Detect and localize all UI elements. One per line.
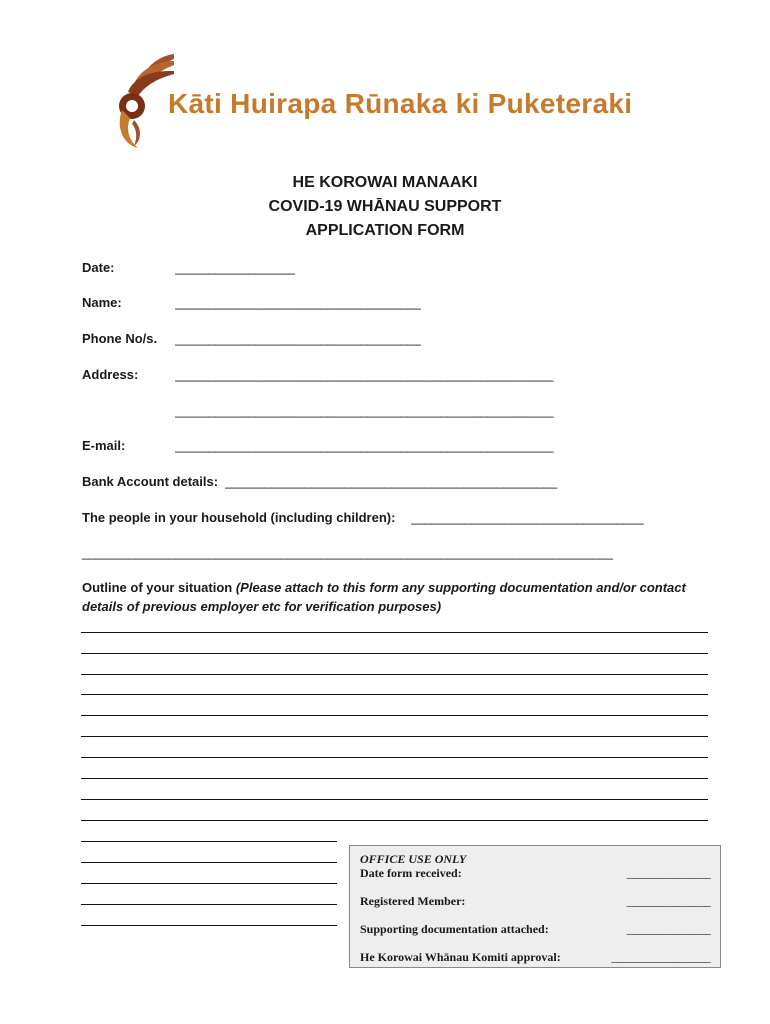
situation-line[interactable] [81,799,708,800]
registered-member-label: Registered Member: [360,894,466,908]
situation-line-short[interactable] [81,904,337,905]
name-field[interactable]: _____________________________________ [175,295,421,310]
situation-prompt [82,578,692,616]
phone-field[interactable]: _____________________________________ [175,331,421,346]
form-title-line-1: HE KOROWAI MANAAKI [292,174,478,191]
situation-line-short[interactable] [81,862,337,863]
form-title-line-2: COVID-19 WHĀNAU SUPPORT [268,198,502,215]
organisation-logo [112,48,692,152]
household-field-line-2[interactable]: ________________________________________________________________________________ [82,545,613,560]
name-label: Name: [82,295,122,310]
situation-line[interactable] [81,653,708,654]
bank-account-field[interactable]: __________________________________________________ [225,474,557,489]
situation-line[interactable] [81,778,708,779]
komiti-approval-label: He Korowai Whānau Komiti approval: [360,950,561,964]
situation-line[interactable] [81,632,708,633]
situation-line-short[interactable] [81,925,337,926]
situation-line[interactable] [81,820,708,821]
situation-line[interactable] [81,674,708,675]
situation-label: Outline of your situation [82,580,233,595]
phone-label: Phone No/s. [82,331,158,346]
date-label: Date: [82,260,115,275]
office-use-heading: OFFICE USE ONLY [360,852,467,866]
address-label: Address: [82,367,139,382]
date-received-field[interactable]: ________________ [626,866,710,880]
address-field-line-2[interactable]: _________________________________________________________ [175,403,553,418]
registered-member-field[interactable]: ________________ [626,894,710,908]
date-received-label: Date form received: [360,866,462,880]
situation-line-short[interactable] [81,841,337,842]
situation-line-short[interactable] [81,883,337,884]
form-title-line-3: APPLICATION FORM [305,222,465,239]
email-field[interactable]: _________________________________________________________ [175,438,553,453]
bank-account-label: Bank Account details: [82,474,219,489]
situation-line[interactable] [81,736,708,737]
supporting-docs-label: Supporting documentation attached: [360,922,549,936]
situation-line[interactable] [81,715,708,716]
situation-line[interactable] [81,694,708,695]
office-use-box [349,845,721,968]
household-label: The people in your household (including children): [82,510,396,525]
organisation-name: Kāti Huirapa Rūnaka ki Puketeraki [168,88,633,119]
situation-line[interactable] [81,757,708,758]
supporting-docs-field[interactable]: ________________ [626,922,710,936]
household-field-line-1[interactable]: ___________________________________ [411,510,644,525]
email-label: E-mail: [82,438,126,453]
date-field[interactable]: __________________ [175,260,295,275]
koru-logo-icon [112,48,174,152]
address-field-line-1[interactable]: _________________________________________________________ [175,367,553,382]
situation-note: (Please attach to this form any supporting documentation and/or contact details of previous employer etc for verification purposes) [82,580,686,614]
komiti-approval-field[interactable]: ___________________ [611,950,710,964]
